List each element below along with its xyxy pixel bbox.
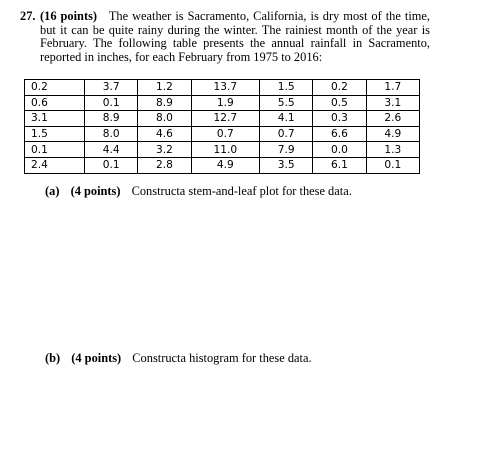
table-cell: 0.2	[313, 80, 366, 96]
table-cell: 0.0	[313, 142, 366, 158]
part-b	[45, 351, 312, 365]
table-cell: 1.9	[191, 95, 259, 111]
problem-header	[20, 10, 430, 64]
problem-statement	[40, 10, 430, 64]
table-cell: 7.9	[260, 142, 313, 158]
rainfall-table-body	[25, 80, 420, 174]
table-cell: 8.0	[138, 111, 191, 127]
table-cell: 1.3	[366, 142, 419, 158]
table-cell: 0.7	[191, 126, 259, 142]
table-cell: 8.9	[138, 95, 191, 111]
table-row	[25, 111, 420, 127]
table-cell: 4.9	[191, 157, 259, 173]
table-cell: 3.1	[366, 95, 419, 111]
table-cell: 2.8	[138, 157, 191, 173]
part-a-text: Constructa stem-and-leaf plot for these data.	[131, 184, 352, 198]
table-cell: 2.6	[366, 111, 419, 127]
part-b-points: (4 points)	[71, 351, 122, 365]
rainfall-table	[24, 79, 420, 174]
table-cell: 3.1	[25, 111, 85, 127]
table-cell: 4.1	[260, 111, 313, 127]
part-a-points: (4 points)	[70, 184, 121, 198]
table-cell: 0.3	[313, 111, 366, 127]
table-cell: 0.1	[25, 142, 85, 158]
table-cell: 2.4	[25, 157, 85, 173]
table-cell: 4.4	[85, 142, 138, 158]
problem-text: The weather is Sacramento, California, is dry most of the time, but it can be quite rainy during the winter. The rainiest month of the year is February. The following table presents the annual rainfall in Sacramento, reported in inches, for each February from 1975 to 2016:	[40, 9, 431, 64]
table-row	[25, 95, 420, 111]
problem-points: (16 points)	[40, 9, 98, 23]
table-cell: 0.1	[85, 157, 138, 173]
table-cell: 0.6	[25, 95, 85, 111]
problem-number: 27.	[20, 9, 36, 23]
table-cell: 0.5	[313, 95, 366, 111]
table-cell: 8.0	[85, 126, 138, 142]
table-cell: 6.1	[313, 157, 366, 173]
table-cell: 8.9	[85, 111, 138, 127]
table-cell: 4.6	[138, 126, 191, 142]
table-row	[25, 157, 420, 173]
part-b-text: Constructa histogram for these data.	[132, 351, 312, 365]
table-cell: 5.5	[260, 95, 313, 111]
table-cell: 1.5	[25, 126, 85, 142]
part-a	[45, 184, 352, 198]
table-cell: 3.2	[138, 142, 191, 158]
table-row	[25, 80, 420, 96]
part-b-label: (b)	[45, 351, 61, 365]
table-cell: 6.6	[313, 126, 366, 142]
table-cell: 0.2	[25, 80, 85, 96]
table-cell: 12.7	[191, 111, 259, 127]
table-cell: 3.7	[85, 80, 138, 96]
table-cell: 1.5	[260, 80, 313, 96]
table-cell: 11.0	[191, 142, 259, 158]
table-cell: 0.7	[260, 126, 313, 142]
table-cell: 0.1	[366, 157, 419, 173]
problem-27	[20, 10, 430, 64]
part-a-label: (a)	[45, 184, 60, 198]
table-cell: 0.1	[85, 95, 138, 111]
table-cell: 4.9	[366, 126, 419, 142]
table-row	[25, 142, 420, 158]
table-cell: 13.7	[191, 80, 259, 96]
table-cell: 1.7	[366, 80, 419, 96]
table-cell: 3.5	[260, 157, 313, 173]
table-row	[25, 126, 420, 142]
table-cell: 1.2	[138, 80, 191, 96]
